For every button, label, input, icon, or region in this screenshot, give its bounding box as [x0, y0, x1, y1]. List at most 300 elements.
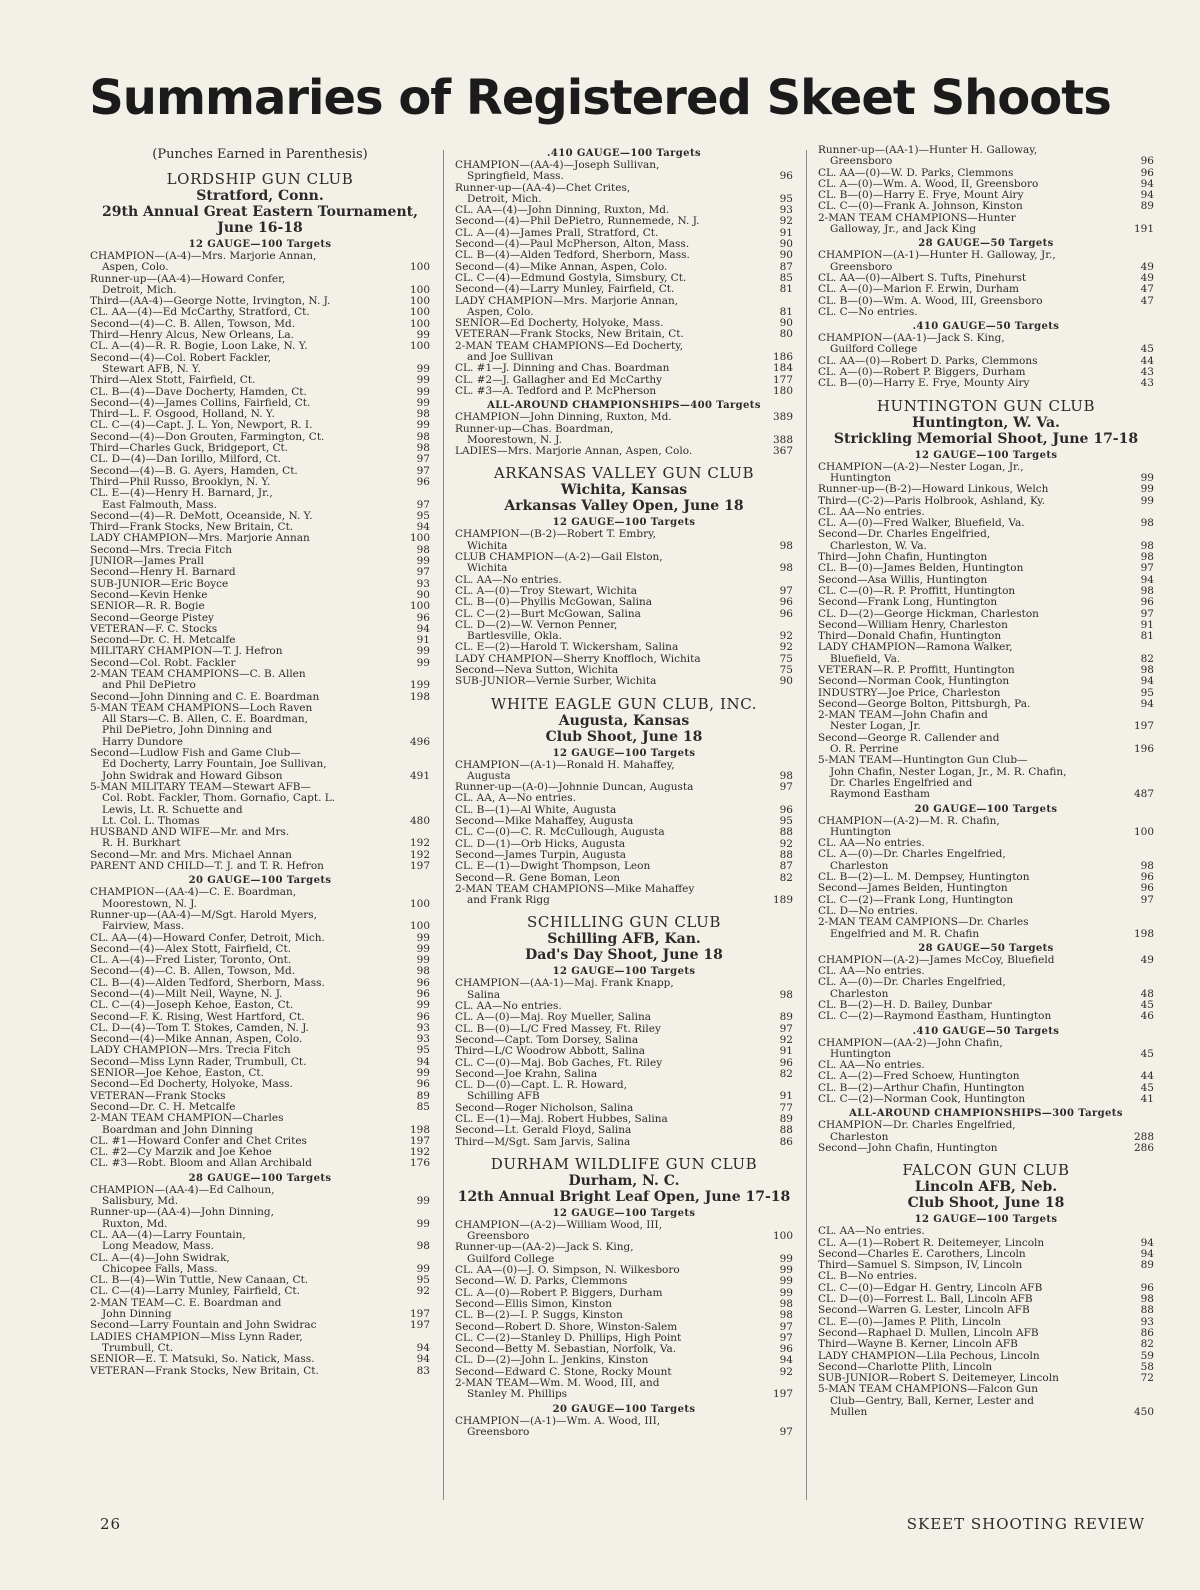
result-score: 198: [1133, 927, 1154, 940]
result-text: JUNIOR—James Prall: [90, 556, 204, 568]
result-line: [455, 1137, 793, 1148]
result-text: CL. B—(0)—Wm. A. Wood, III, Greensboro: [818, 295, 1043, 307]
result-line: [90, 1230, 430, 1241]
result-score: 99: [779, 1275, 793, 1288]
result-line: [90, 601, 430, 612]
club-name: ARKANSAS VALLEY GUN CLUB: [493, 464, 755, 483]
result-score: 99: [416, 1262, 430, 1275]
result-text: Club—Gentry, Ball, Kerner, Lester and: [830, 1395, 1034, 1407]
result-text: CHAMPION—(A-1)—Hunter H. Galloway, Jr.,: [818, 250, 1056, 262]
club-name: WHITE EAGLE GUN CLUB, INC.: [490, 694, 758, 713]
result-text: CHAMPION—(A-2)—Nester Logan, Jr.,: [818, 461, 1024, 473]
result-score: 100: [409, 340, 430, 353]
result-line: [90, 1309, 430, 1320]
result-text: 2-MAN TEAM CAMPIONS—Dr. Charles: [818, 917, 1029, 929]
result-text: CL. A—(0)—Robert P. Biggers, Durham: [818, 367, 1026, 379]
result-text: CL. AA—(4)—Ed McCarthy, Stratford, Ct.: [90, 307, 310, 319]
result-text: SENIOR—Joe Kehoe, Easton, Ct.: [90, 1068, 264, 1080]
result-line: [455, 563, 793, 574]
result-text: CL. D—(4)—Tom T. Stokes, Camden, N. J.: [90, 1022, 309, 1034]
result-line: [90, 1241, 430, 1252]
result-line: [455, 341, 793, 352]
result-text: 5-MAN TEAM CHAMPIONS—Loch Raven: [90, 702, 313, 714]
gauge-heading: 28 GAUGE—100 Targets: [188, 1172, 332, 1184]
result-line: [90, 500, 430, 511]
result-line: [818, 344, 1154, 355]
result-text: 2-MAN TEAM—C. E. Boardman and: [90, 1297, 282, 1309]
result-score: 93: [416, 1033, 430, 1046]
result-score: 96: [1140, 882, 1154, 895]
result-line: [455, 171, 793, 182]
result-line: [818, 597, 1154, 608]
result-line: [90, 1045, 430, 1056]
result-score: 197: [409, 860, 430, 873]
result-score: 97: [779, 1320, 793, 1333]
result-text: Raymond Eastham: [830, 789, 930, 801]
event-subheading: Huntington, W. Va.: [912, 414, 1060, 431]
result-text: CL. A—(4)—R. R. Bogie, Loon Lake, N. Y.: [90, 341, 308, 353]
result-score: 94: [416, 1341, 430, 1354]
result-text: Greensboro: [830, 156, 893, 168]
result-score: 87: [779, 260, 793, 273]
result-line: [455, 1058, 793, 1069]
result-score: 94: [416, 1055, 430, 1068]
result-text: CL. AA—No entries.: [455, 574, 562, 586]
result-line: [455, 861, 793, 872]
result-score: 82: [779, 1067, 793, 1080]
result-text: Stewart AFB, N. Y.: [102, 363, 201, 375]
result-text: LADIES CHAMPION—Miss Lynn Rader,: [90, 1331, 303, 1343]
result-score: 94: [1140, 1236, 1154, 1249]
result-text: 5-MAN TEAM—Huntington Gun Club—: [818, 755, 1028, 767]
result-line: [455, 1265, 793, 1276]
result-score: 99: [416, 931, 430, 944]
result-line: [455, 352, 793, 363]
result-score: 58: [1140, 1360, 1154, 1373]
result-line: [90, 1343, 430, 1354]
result-score: 89: [779, 1113, 793, 1125]
result-line: [818, 1305, 1154, 1316]
result-text: CL. D—(4)—Dan Iorillo, Milford, Ct.: [90, 454, 281, 466]
result-text: CHAMPION—Dr. Charles Engelfried,: [818, 1120, 1016, 1132]
result-text: Second—Larry Fountain and John Swidrac: [90, 1320, 317, 1332]
result-line: [818, 462, 1154, 473]
result-text: 2-MAN TEAM CHAMPIONS—Hunter: [818, 212, 1016, 224]
result-line: [818, 213, 1154, 224]
result-text: Second—Dr. Charles Engelfried,: [818, 529, 991, 541]
result-score: 43: [1140, 366, 1154, 379]
result-text: Huntington: [830, 1048, 892, 1060]
result-line: [455, 1254, 793, 1265]
result-text: VETERAN—R. P. Proffitt, Huntington: [818, 664, 1015, 676]
result-line: [455, 318, 793, 329]
result-text: Second—(4)—Milt Neil, Wayne, N. J.: [90, 989, 283, 1000]
result-text: CHAMPION—(A-1)—Wm. A. Wood, III,: [455, 1415, 661, 1427]
result-score: 82: [779, 871, 793, 884]
result-line: [90, 387, 430, 398]
result-text: Second—Henry H. Barnard: [90, 567, 236, 579]
result-line: [818, 552, 1154, 563]
result-text: CL. B—(1)—Al White, Augusta: [455, 804, 617, 816]
column-divider: [806, 150, 807, 1500]
result-line: [455, 386, 793, 397]
result-line: [455, 642, 793, 653]
result-line: [455, 424, 793, 435]
result-score: 99: [1140, 471, 1154, 484]
result-text: Second—Mike Mahaffey, Augusta: [455, 816, 634, 828]
result-text: CL. A—(4)—James Prall, Stratford, Ct.: [455, 227, 659, 239]
result-line: [818, 883, 1154, 894]
result-score: 192: [409, 837, 430, 850]
result-score: 81: [779, 283, 793, 296]
result-score: 93: [1140, 1315, 1154, 1328]
gauge-heading: 12 GAUGE—100 Targets: [188, 239, 332, 250]
event-subheading: Club Shoot, June 18: [545, 728, 703, 745]
result-line: [818, 955, 1154, 966]
result-line: [818, 895, 1154, 906]
result-line: [818, 609, 1154, 620]
result-score: 98: [416, 543, 430, 556]
result-score: 100: [409, 283, 430, 296]
event-subheading: Strickling Memorial Shoot, June 17-18: [833, 430, 1139, 447]
result-text: VETERAN—F. C. Stocks: [90, 623, 218, 635]
result-text: Moorestown, N. J.: [102, 898, 197, 910]
result-score: 49: [1140, 953, 1154, 966]
event-subheading: Augusta, Kansas: [558, 712, 690, 729]
result-line: [90, 1185, 430, 1196]
result-text: 5-MAN TEAM CHAMPIONS—Falcon Gun: [818, 1384, 1039, 1396]
result-line: [90, 353, 430, 364]
result-text: Second—W. D. Parks, Clemmons: [455, 1276, 628, 1288]
event-subheading: Schilling AFB, Kan.: [547, 931, 701, 948]
result-score: 97: [1140, 893, 1154, 906]
result-text: Ruxton, Md.: [102, 1218, 168, 1230]
gauge-heading: 12 GAUGE—100 Targets: [552, 747, 696, 759]
result-line: [455, 1125, 793, 1136]
result-score: 47: [1140, 283, 1154, 296]
result-text: Third—Henry Alcus, New Orleans, La.: [90, 330, 295, 342]
gauge-heading: 20 GAUGE—100 Targets: [552, 1403, 696, 1415]
result-text: Second—Dr. C. H. Metcalfe: [90, 635, 236, 647]
result-line: [90, 1158, 430, 1169]
result-text: Huntington: [830, 826, 892, 838]
result-score: 487: [1133, 788, 1154, 801]
result-line: [818, 1351, 1154, 1362]
result-score: 97: [779, 1022, 793, 1035]
result-text: Second—Betty M. Sebastian, Norfolk, Va.: [455, 1344, 677, 1356]
result-text: CHAMPION—(A-2)—M. R. Chafin,: [818, 815, 1000, 827]
result-text: CL. C—(2)—Burt McGowan, Salina: [455, 608, 641, 620]
result-line: [455, 329, 793, 340]
result-line: [818, 1000, 1154, 1011]
result-score: 197: [409, 1319, 430, 1332]
result-line: [455, 873, 793, 884]
result-line: [455, 375, 793, 386]
result-text: Second—James Belden, Huntington: [818, 883, 1008, 895]
result-score: 96: [779, 1056, 793, 1069]
result-line: [455, 676, 793, 687]
gauge-heading: 12 GAUGE—100 Targets: [552, 517, 696, 529]
result-score: 49: [1140, 260, 1154, 273]
result-score: 192: [409, 848, 430, 861]
result-text: CL. C—(0)—Edgar H. Gentry, Lincoln AFB: [818, 1282, 1043, 1294]
result-score: 367: [772, 445, 793, 458]
result-line: [818, 744, 1154, 755]
result-text: Second—Robert D. Shore, Winston-Salem: [455, 1321, 678, 1333]
result-line: [90, 319, 430, 330]
result-score: 100: [409, 920, 430, 933]
result-text: VETERAN—Frank Stocks, New Britain, Ct.: [455, 329, 684, 341]
result-line: [90, 1034, 430, 1045]
result-score: 98: [1140, 517, 1154, 530]
result-score: 99: [1140, 483, 1154, 496]
result-text: CL. D—(0)—Forrest L. Ball, Lincoln AFB: [818, 1294, 1033, 1306]
result-line: [455, 1046, 793, 1057]
result-score: 96: [779, 596, 793, 609]
result-text: Aspen, Colo.: [467, 306, 534, 318]
result-line: [455, 1103, 793, 1114]
result-line: [90, 251, 430, 262]
result-line: [455, 1231, 793, 1242]
result-score: 480: [409, 814, 430, 827]
result-line: [455, 771, 793, 782]
result-text: Salisbury, Md.: [102, 1196, 179, 1208]
result-text: CL. A—(1)—Robert R. Deitemeyer, Lincoln: [818, 1237, 1045, 1249]
result-text: CL. B—No entries.: [818, 1271, 918, 1283]
result-score: 90: [416, 588, 430, 601]
result-text: Boardman and John Dinning: [102, 1124, 253, 1136]
result-text: Second—Ed Docherty, Holyoke, Mass.: [90, 1079, 293, 1091]
result-line: [90, 579, 430, 590]
result-line: [90, 1354, 430, 1365]
result-line: [90, 692, 430, 703]
result-score: 45: [1140, 1081, 1154, 1094]
result-line: [90, 978, 430, 989]
page-title: Summaries of Registered Skeet Shoots: [89, 70, 1111, 126]
result-text: Galloway, Jr., and Jack King: [830, 224, 977, 236]
result-text: CHAMPION—(AA-4)—Joseph Sullivan,: [455, 160, 660, 171]
result-text: 2-MAN TEAM CHAMPION—Charles: [90, 1113, 284, 1125]
result-score: 90: [779, 249, 793, 262]
result-score: 44: [1140, 354, 1154, 367]
result-text: Second—Charles E. Carothers, Lincoln: [818, 1248, 1026, 1260]
result-text: CL. AA—No entries.: [455, 1001, 562, 1013]
result-text: Third—Wayne B. Kerner, Lincoln AFB: [818, 1339, 1018, 1351]
result-line: [90, 1136, 430, 1147]
result-line: [455, 1024, 793, 1035]
result-line: [455, 273, 793, 284]
result-score: 197: [409, 1308, 430, 1321]
result-score: 99: [416, 385, 430, 398]
result-score: 98: [1140, 584, 1154, 597]
result-line: [818, 1094, 1154, 1105]
result-line: [818, 484, 1154, 495]
result-line: [455, 1242, 793, 1253]
result-line: [90, 454, 430, 465]
result-score: 100: [409, 317, 430, 330]
result-score: 88: [779, 848, 793, 861]
result-score: 97: [779, 1331, 793, 1344]
result-score: 49: [1140, 271, 1154, 284]
result-score: 77: [779, 1101, 793, 1114]
result-text: Second—Roger Nicholson, Salina: [455, 1102, 634, 1114]
result-line: [90, 861, 430, 872]
result-score: 94: [1140, 177, 1154, 190]
gauge-heading: .410 GAUGE—50 Targets: [912, 321, 1060, 333]
result-line: [90, 1012, 430, 1023]
event-subheading: June 16-18: [217, 220, 303, 236]
result-text: CL. B—(2)—H. D. Bailey, Dunbar: [818, 1000, 992, 1011]
result-text: Second—Ludlow Fish and Game Club—: [90, 748, 301, 760]
result-score: 91: [416, 634, 430, 647]
result-text: CL. AA, A—No entries.: [455, 793, 576, 805]
result-text: Second—(4)—B. G. Ayers, Hamden, Ct.: [90, 465, 298, 477]
result-line: [90, 1079, 430, 1090]
result-score: 98: [779, 988, 793, 1001]
result-line: [455, 363, 793, 374]
result-score: 496: [409, 735, 430, 748]
result-line: [818, 1249, 1154, 1260]
result-line: [90, 624, 430, 635]
result-line: [818, 168, 1154, 179]
result-score: 99: [779, 1286, 793, 1299]
result-text: Second—Miss Lynn Rader, Trumbull, Ct.: [90, 1056, 307, 1068]
result-text: CHAMPION—(AA-1)—Maj. Frank Knapp,: [455, 978, 674, 990]
result-line: [455, 435, 793, 446]
result-score: 99: [416, 645, 430, 658]
result-text: Nester Logan, Jr.: [830, 721, 921, 733]
result-line: [818, 620, 1154, 631]
result-score: 99: [416, 419, 430, 432]
result-line: [455, 1367, 793, 1378]
result-line: [90, 285, 430, 296]
result-line: [90, 921, 430, 932]
result-score: 99: [416, 396, 430, 409]
result-line: [455, 1310, 793, 1321]
result-text: Trumbull, Ct.: [102, 1342, 174, 1354]
result-text: Col. Robt. Fackler, Thom. Gornafio, Capt. L.: [102, 793, 336, 805]
result-line: [455, 575, 793, 586]
result-text: CL. C—(0)—C. R. McCullough, Augusta: [455, 827, 665, 839]
result-text: Second—(4)—Mike Annan, Aspen, Colo.: [90, 1034, 303, 1046]
result-text: LADY CHAMPION—Mrs. Marjorie Annan: [90, 533, 310, 545]
result-score: 97: [416, 453, 430, 466]
result-line: [818, 1071, 1154, 1082]
result-score: 75: [779, 652, 793, 665]
result-score: 96: [416, 611, 430, 624]
result-line: [818, 507, 1154, 518]
event-subheading: Club Shoot, June 18: [907, 1195, 1065, 1212]
result-text: Second—Frank Long, Huntington: [818, 597, 998, 609]
result-score: 95: [416, 1044, 430, 1057]
result-line: [90, 613, 430, 624]
result-text: Second—Ellis Simon, Kinston: [455, 1298, 612, 1310]
result-text: 2-MAN TEAM—John Chafin and: [818, 710, 988, 722]
result-line: [818, 1120, 1154, 1131]
result-line: [455, 1001, 793, 1012]
result-text: Mullen: [830, 1407, 868, 1419]
result-text: LADY CHAMPION—Ramona Walker,: [818, 642, 1013, 654]
result-score: 198: [409, 690, 430, 703]
result-line: [455, 895, 793, 906]
gauge-heading: 20 GAUGE—100 Targets: [914, 803, 1058, 815]
result-score: 98: [416, 408, 430, 421]
result-line: [818, 541, 1154, 552]
result-line: [90, 1147, 430, 1158]
result-line: [818, 1226, 1154, 1237]
result-line: [90, 887, 430, 898]
result-text: CL. C—(4)—Capt. J. L. Yon, Newport, R. I.: [90, 420, 313, 432]
result-text: CL. #3—A. Tedford and P. McPherson: [455, 385, 657, 397]
result-text: CL. B—(2)—L. M. Dempsey, Huntington: [818, 872, 1030, 884]
result-text: LADIES—Mrs. Marjorie Annan, Aspen, Colo.: [455, 446, 693, 458]
result-text: Third—Samuel S. Simpson, IV, Lincoln: [818, 1260, 1023, 1272]
result-line: [455, 194, 793, 205]
result-text: CLUB CHAMPION—(A-2)—Gail Elston,: [455, 552, 663, 564]
result-text: Second—(4)—Don Grouten, Farmington, Ct.: [90, 431, 325, 443]
result-score: 95: [779, 192, 793, 205]
result-text: CL. D—(2)—John L. Jenkins, Kinston: [455, 1355, 649, 1367]
result-line: [818, 307, 1154, 318]
result-score: 94: [416, 622, 430, 635]
result-text: Charleston: [830, 1131, 889, 1143]
result-line: [455, 1080, 793, 1091]
result-text: Third—Phil Russo, Brooklyn, N. Y.: [90, 476, 271, 488]
result-text: Phil DePietro, John Dinning and: [102, 725, 273, 737]
result-line: [455, 1299, 793, 1310]
result-score: 196: [1133, 743, 1154, 756]
club-name: HUNTINGTON GUN CLUB: [876, 396, 1096, 415]
result-score: 192: [409, 1146, 430, 1159]
result-text: East Falmouth, Mass.: [102, 499, 217, 511]
result-text: Second—Mr. and Mrs. Michael Annan: [90, 849, 292, 861]
result-line: [455, 1355, 793, 1366]
result-text: Second—(4)—Larry Munley, Fairfield, Ct.: [455, 284, 675, 296]
result-score: 95: [416, 1274, 430, 1287]
result-line: [818, 284, 1154, 295]
result-score: 95: [1140, 686, 1154, 699]
column-divider: [443, 150, 444, 1500]
result-text: Second—Raphael D. Mullen, Lincoln AFB: [818, 1327, 1039, 1339]
result-text: Third—L/C Woodrow Abbott, Salina: [455, 1046, 646, 1058]
result-score: 100: [772, 1230, 793, 1243]
result-line: [90, 899, 430, 910]
result-line: [90, 966, 430, 977]
result-score: 96: [1140, 596, 1154, 609]
result-score: 96: [779, 607, 793, 620]
result-text: Second—Asa Willis, Huntington: [818, 574, 988, 586]
result-line: [818, 966, 1154, 977]
result-score: 96: [416, 1078, 430, 1091]
result-text: SUB-JUNIOR—Robert S. Deitemeyer, Lincoln: [818, 1373, 1059, 1385]
result-line: [818, 378, 1154, 389]
result-line: [455, 1091, 793, 1102]
result-text: Third—Charles Guck, Bridgeport, Ct.: [90, 443, 289, 455]
result-text: Charleston, W. Va.: [830, 540, 927, 552]
result-score: 96: [416, 976, 430, 989]
result-line: [818, 989, 1154, 1000]
result-line: [90, 748, 430, 759]
result-line: [90, 658, 430, 669]
result-score: 43: [1140, 377, 1154, 390]
result-score: 47: [1140, 294, 1154, 307]
result-text: INDUSTRY—Joe Price, Charleston: [818, 687, 1001, 699]
result-text: and Phil DePietro: [102, 680, 196, 692]
result-text: Second—Col. Robt. Fackler: [90, 657, 236, 669]
result-line: [90, 1113, 430, 1124]
result-line: [90, 398, 430, 409]
result-text: Second—Dr. C. H. Metcalfe: [90, 1101, 236, 1113]
